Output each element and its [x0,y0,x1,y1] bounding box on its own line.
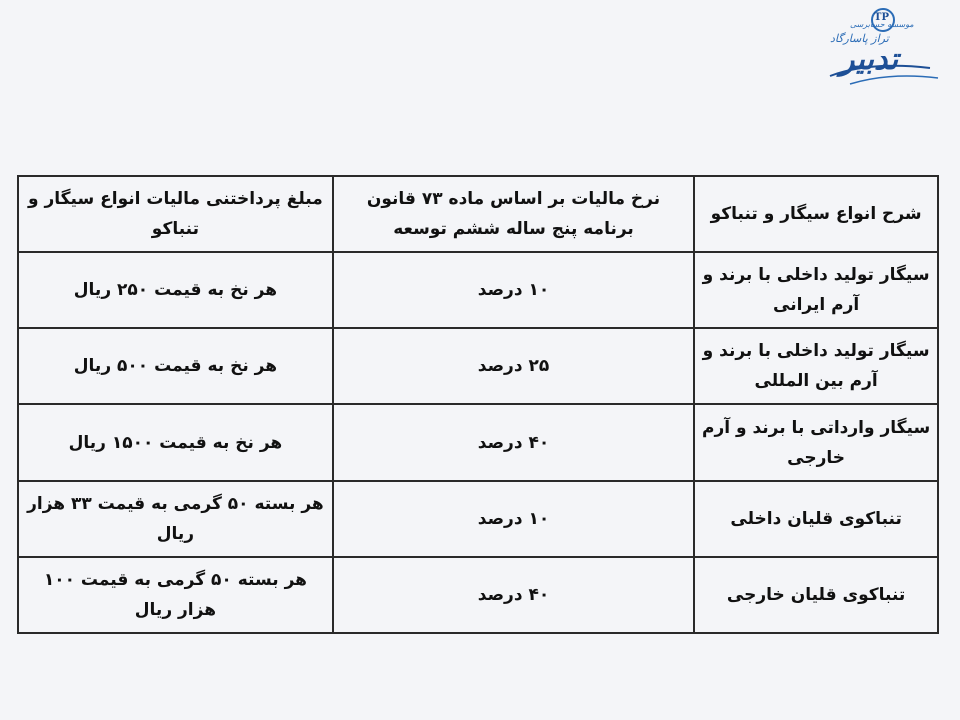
cell-tax-rate: ۱۰ درصد [333,481,694,557]
table-row [18,404,938,480]
tobacco-tax-table [17,175,939,634]
brand-logo [810,6,950,96]
cell-description: سیگار تولید داخلی با برند و آرم بین المللی [694,328,938,404]
header-tax-rate: نرخ مالیات بر اساس ماده ۷۳ قانون برنامه پنج ساله ششم توسعه [333,176,694,252]
cell-tax-rate: ۲۵ درصد [333,328,694,404]
cell-description: تنباکوی قلیان خارجی [694,557,938,633]
logo-top-text: موسسه حسابرسی [850,20,914,29]
cell-tax-rate: ۱۰ درصد [333,252,694,328]
table-row [18,557,938,633]
cell-payable: هر نخ به قیمت ۲۵۰ ریال [18,252,333,328]
table-row [18,328,938,404]
cell-payable: هر نخ به قیمت ۵۰۰ ریال [18,328,333,404]
table-header-row [18,176,938,252]
logo-badge-text: TP [874,12,889,23]
cell-description: سیگار تولید داخلی با برند و آرم ایرانی [694,252,938,328]
cell-tax-rate: ۴۰ درصد [333,404,694,480]
header-description: شرح انواع سیگار و تنباکو [694,176,938,252]
logo-main-text: تدبیر [840,42,899,77]
cell-payable: هر بسته ۵۰ گرمی به قیمت ۳۳ هزار ریال [18,481,333,557]
table-row [18,481,938,557]
header-payable: مبلغ پرداختنی مالیات انواع سیگار و تنباکو [18,176,333,252]
cell-description: تنباکوی قلیان داخلی [694,481,938,557]
logo-sub-text: تراز پاسارگاد [830,32,889,45]
cell-payable: هر بسته ۵۰ گرمی به قیمت ۱۰۰ هزار ریال [18,557,333,633]
cell-payable: هر نخ به قیمت ۱۵۰۰ ریال [18,404,333,480]
table-row [18,252,938,328]
cell-tax-rate: ۴۰ درصد [333,557,694,633]
cell-description: سیگار وارداتی با برند و آرم خارجی [694,404,938,480]
